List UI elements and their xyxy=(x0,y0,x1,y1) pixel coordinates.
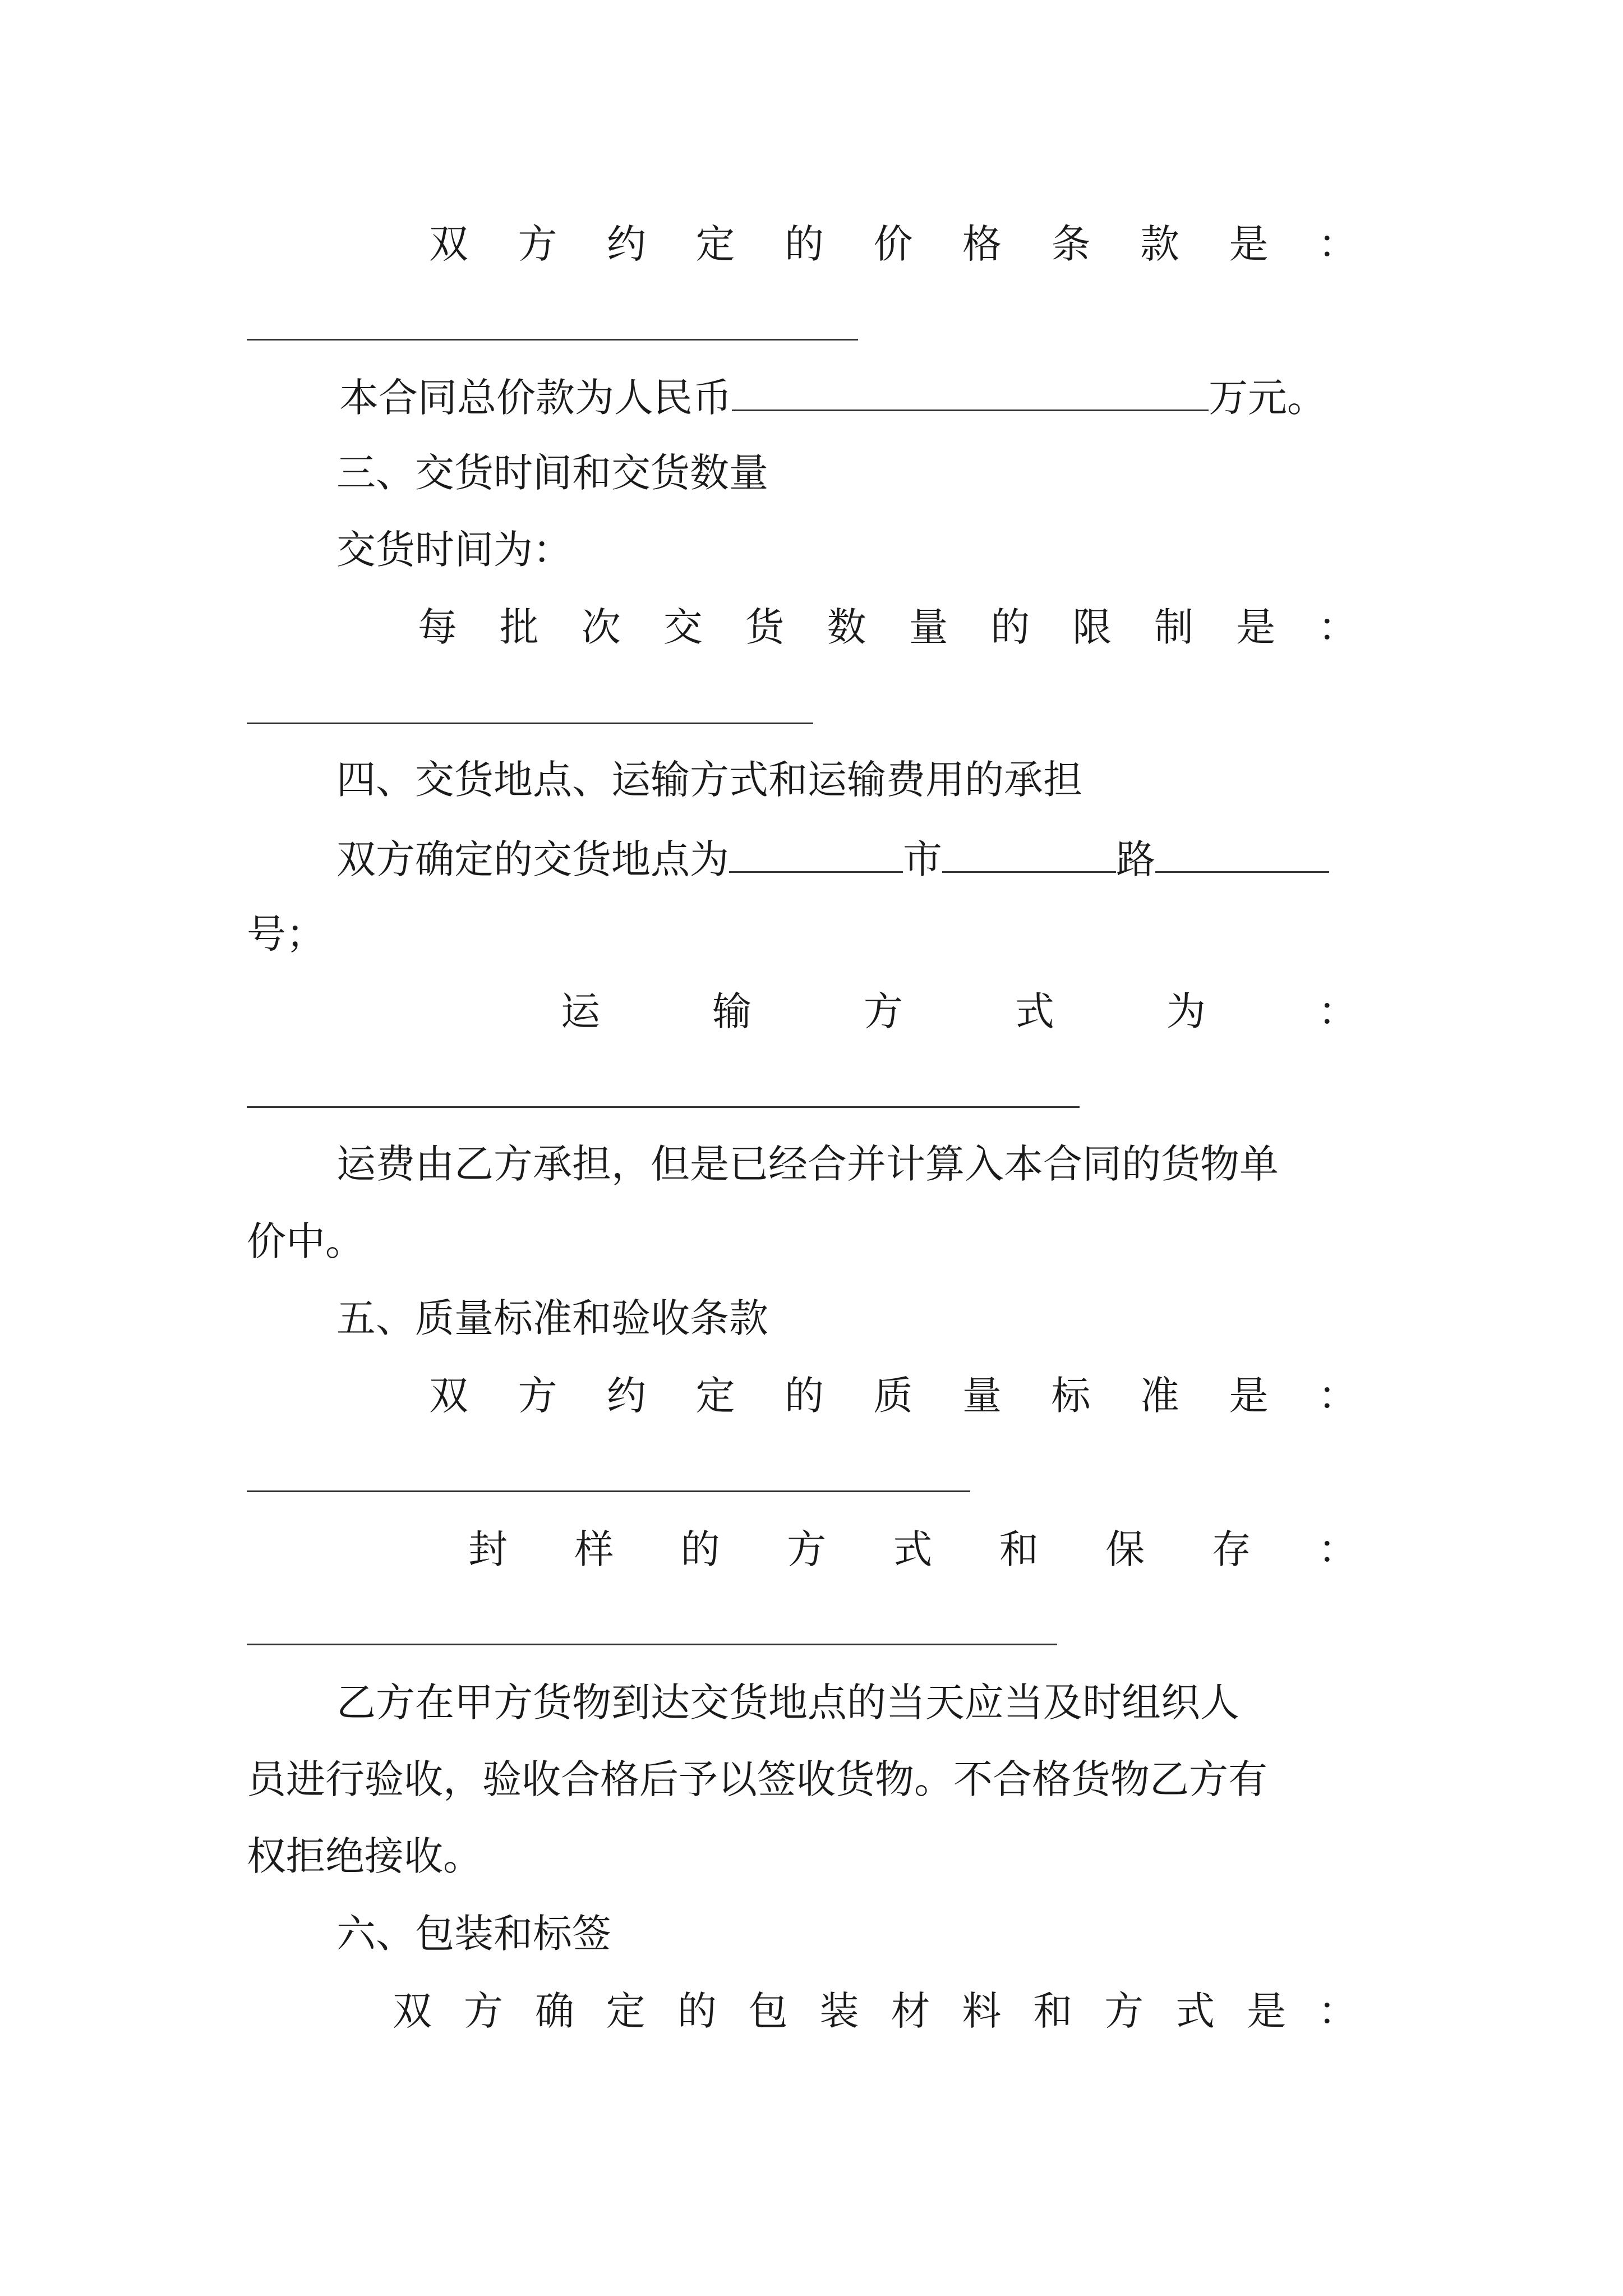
spread-char: 的 xyxy=(785,221,824,267)
spread-char: 式 xyxy=(1015,988,1054,1034)
spread-char: 为 xyxy=(1166,988,1206,1034)
spread-char: 货 xyxy=(745,604,785,650)
spread-char: 格 xyxy=(962,221,1002,267)
spread-char: 质 xyxy=(873,1373,913,1419)
spread-char: 标 xyxy=(1051,1373,1091,1419)
spread-char: 和 xyxy=(1033,1988,1073,2034)
batch-limit-blank xyxy=(247,723,813,724)
location-prefix: 双方确定的交货地点为 xyxy=(336,836,729,882)
spread-char: 包 xyxy=(748,1988,788,2034)
spread-char: ： xyxy=(1318,1526,1357,1572)
quality-standard-blank xyxy=(247,1490,970,1492)
location-city-blank xyxy=(729,832,903,873)
spread-char: 的 xyxy=(990,604,1030,650)
spread-char: 每 xyxy=(418,604,457,650)
delivery-location-line xyxy=(336,832,1385,885)
spread-char: 方 xyxy=(518,221,557,267)
location-road: 路 xyxy=(1116,836,1155,882)
spread-char: 方 xyxy=(787,1526,827,1572)
spread-char: 是 xyxy=(1247,1988,1287,2034)
spread-char: 方 xyxy=(463,1988,503,2034)
spread-char: 确 xyxy=(534,1988,574,2034)
spread-char: 数 xyxy=(827,604,866,650)
spread-char: 材 xyxy=(891,1988,930,2034)
spread-char: 约 xyxy=(607,221,646,267)
spread-char: 的 xyxy=(680,1526,720,1572)
spread-char: 限 xyxy=(1072,604,1112,650)
transport-line xyxy=(561,986,1357,1037)
section-5-title: 五、质量标准和验收条款 xyxy=(336,1295,768,1341)
spread-char: 款 xyxy=(1140,221,1179,267)
price-clause-line xyxy=(429,219,1357,269)
sample-seal-blank xyxy=(247,1644,1057,1645)
spread-char: ： xyxy=(1317,604,1357,650)
spread-char: ： xyxy=(1318,988,1357,1034)
spread-char: 输 xyxy=(712,988,751,1034)
spread-char: 量 xyxy=(909,604,948,650)
spread-char: 定 xyxy=(695,1373,735,1419)
freight-line-1: 运费由乙方承担，但是已经合并计算入本合同的货物单 xyxy=(336,1141,1279,1187)
spread-char: 价 xyxy=(873,221,913,267)
spread-char: 条 xyxy=(1051,221,1091,267)
location-city: 市 xyxy=(903,836,942,882)
section-6-title: 六、包装和标签 xyxy=(336,1911,611,1957)
spread-char: 次 xyxy=(581,604,621,650)
spread-char: 方 xyxy=(518,1373,557,1419)
spread-char: 量 xyxy=(962,1373,1002,1419)
spread-char: 式 xyxy=(1175,1988,1215,2034)
location-number-blank xyxy=(1155,832,1329,873)
transport-blank xyxy=(247,1106,1080,1108)
spread-char: ： xyxy=(1318,1373,1357,1419)
location-road-blank xyxy=(942,832,1116,873)
spread-char: 封 xyxy=(468,1526,508,1572)
delivery-time-line: 交货时间为： xyxy=(336,527,572,573)
spread-char: 存 xyxy=(1211,1526,1251,1572)
total-price-suffix: 万元。 xyxy=(1209,375,1326,421)
spread-char: 准 xyxy=(1140,1373,1179,1419)
spread-char: 保 xyxy=(1105,1526,1145,1572)
spread-char: 的 xyxy=(677,1988,717,2034)
packaging-line xyxy=(393,1986,1357,2036)
spread-char: 运 xyxy=(561,988,600,1034)
spread-char: 是 xyxy=(1229,1373,1269,1419)
spread-char: 双 xyxy=(393,1988,432,2034)
price-clause-blank xyxy=(247,339,858,341)
spread-char: 约 xyxy=(607,1373,646,1419)
total-price-blank xyxy=(732,370,1209,411)
spread-char: 制 xyxy=(1154,604,1194,650)
spread-char: 双 xyxy=(429,221,468,267)
spread-char: 批 xyxy=(499,604,539,650)
spread-char: 样 xyxy=(574,1526,614,1572)
spread-char: 双 xyxy=(429,1373,468,1419)
total-price-prefix: 本合同总价款为人民币 xyxy=(339,375,732,421)
spread-char: 的 xyxy=(785,1373,824,1419)
spread-char: 装 xyxy=(819,1988,859,2034)
spread-char: 方 xyxy=(864,988,903,1034)
spread-char: 方 xyxy=(1104,1988,1144,2034)
sample-seal-line xyxy=(468,1524,1357,1575)
spread-char: ： xyxy=(1318,221,1357,267)
inspection-line-3: 权拒绝接收。 xyxy=(247,1833,482,1879)
freight-line-2: 价中。 xyxy=(247,1218,365,1264)
batch-limit-line xyxy=(418,602,1357,652)
section-3-title: 三、交货时间和交货数量 xyxy=(336,450,768,496)
inspection-line-1: 乙方在甲方货物到达交货地点的当天应当及时组织人 xyxy=(336,1680,1239,1726)
spread-char: 是 xyxy=(1236,604,1276,650)
spread-char: 定 xyxy=(695,221,735,267)
spread-char: ： xyxy=(1317,1988,1357,2034)
spread-char: 交 xyxy=(663,604,703,650)
section-4-title: 四、交货地点、运输方式和运输费用的承担 xyxy=(336,757,1082,803)
quality-standard-line xyxy=(429,1370,1357,1421)
spread-char: 是 xyxy=(1229,221,1269,267)
spread-char: 式 xyxy=(893,1526,933,1572)
spread-char: 和 xyxy=(999,1526,1039,1572)
spread-char: 料 xyxy=(962,1988,1002,2034)
spread-char: 定 xyxy=(606,1988,645,2034)
location-number: 号； xyxy=(247,911,325,957)
inspection-line-2: 员进行验收，验收合格后予以签收货物。不合格货物乙方有 xyxy=(247,1756,1267,1802)
total-price-line xyxy=(339,370,1388,423)
